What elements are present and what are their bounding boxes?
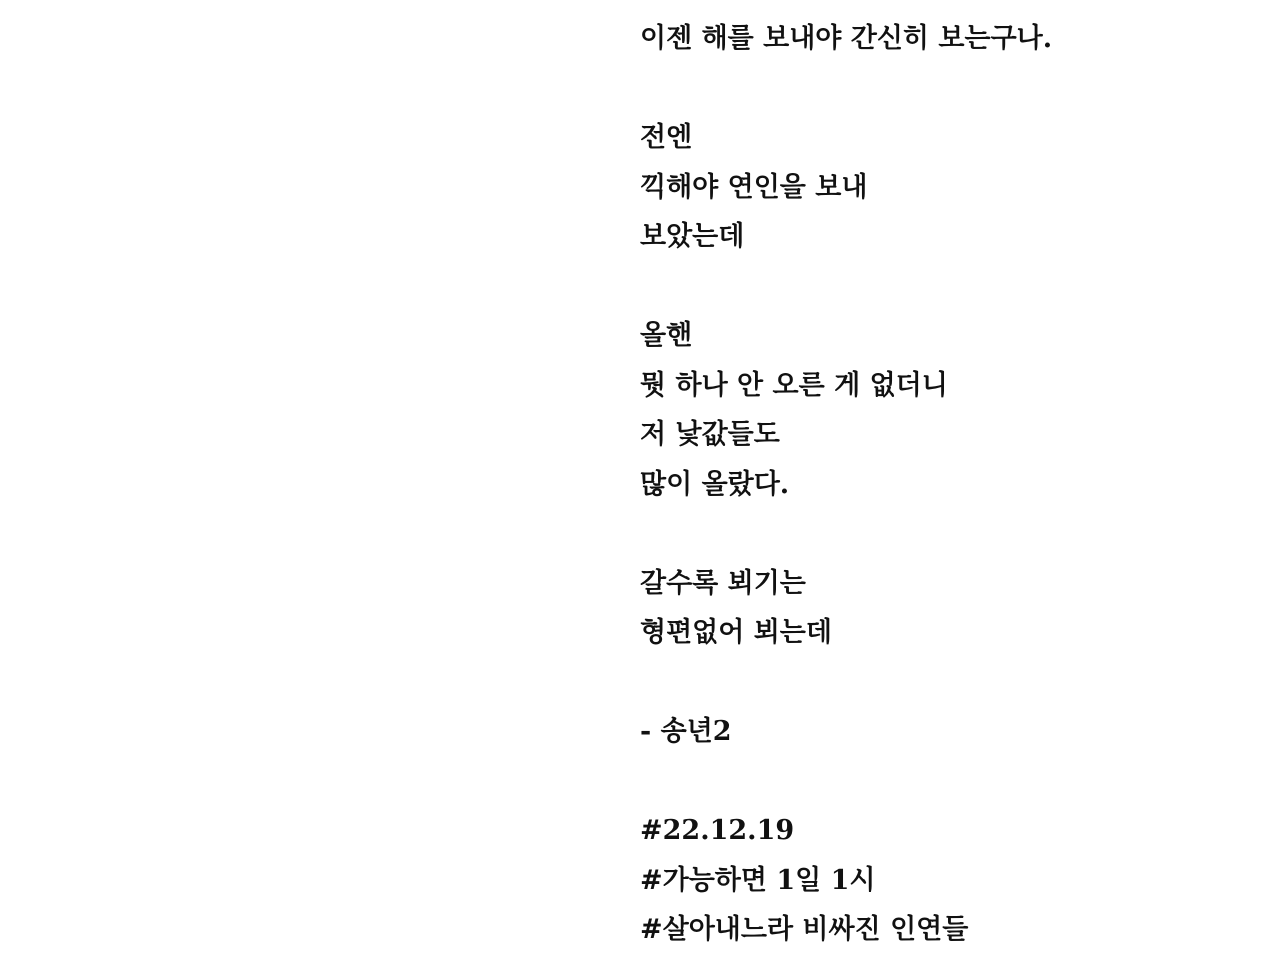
stanza-gap xyxy=(640,509,1260,559)
stanza-gap xyxy=(640,658,1260,708)
poem-line: 이젠 해를 보내야 간신히 보는구나. xyxy=(640,23,1053,54)
poem-line: 갈수록 뵈기는 xyxy=(640,567,806,599)
poem-line: 많이 올랐다. xyxy=(640,468,790,500)
poem-line: 형편없어 뵈는데 xyxy=(640,617,832,648)
poem-title-signature: - 송년2 xyxy=(640,716,732,747)
poem-line: 끽해야 연인을 보내 xyxy=(640,171,868,203)
poem-line: 전엔 xyxy=(640,122,693,153)
hashtag: #가능하면 1일 1시 xyxy=(640,864,876,896)
poem-line: 뭣 하나 안 오른 게 없더니 xyxy=(640,369,948,401)
stanza-gap xyxy=(640,757,1260,807)
poem-text xyxy=(640,14,1260,955)
hashtag: #살아내느라 비싸진 인연들 xyxy=(640,914,969,945)
stanza-gap xyxy=(640,64,1260,114)
poem-line: 올핸 xyxy=(640,320,693,351)
stanza-gap xyxy=(640,262,1260,312)
poem-line: 저 낯값들도 xyxy=(640,419,780,450)
hashtag: #22.12.19 xyxy=(640,815,795,846)
poem-line: 보았는데 xyxy=(640,221,745,252)
